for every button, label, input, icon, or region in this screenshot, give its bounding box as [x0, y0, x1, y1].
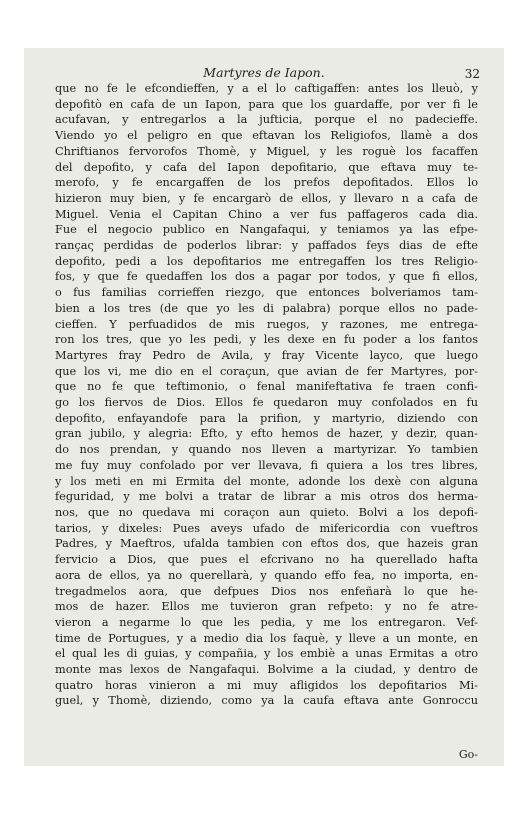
text-line: ron los tres, que yo les pedi, y les dexe en fu poder a los fantos [55, 333, 478, 347]
text-line: do nos prendan, y quando nos lleven a martyrizar. Yo tambien [55, 443, 478, 457]
text-line: Fue el negocio publico en Nangafaqui, y teniamos ya las efpe- [55, 223, 478, 237]
text-line: Chriftianos fervorofos Thomè, y Miguel, y les roguè los facaffen [55, 144, 478, 158]
text-line: depofito, enfayandofe para la prifion, y martyrio, diziendo con [55, 411, 478, 425]
text-line: y los meti en mi Ermita del monte, adonde los dexè con alguna [55, 474, 478, 488]
text-line: Padres, y Maeftros, ufalda tambien con eftos dos, que hazeis gran [55, 537, 478, 551]
text-line: guel, y Thomè, diziendo, como ya la caufa eftava ante Gonroccu [55, 694, 478, 708]
text-line: Martyres fray Pedro de Avila, y fray Vicente layco, que luego [55, 348, 478, 362]
body-text [55, 81, 478, 709]
text-line: gran jubilo, y alegria: Efto, y efto hemos de hazer, y dezir, quan- [55, 427, 478, 441]
text-line: aora de ellos, ya no querellarà, y quando effo fea, no importa, en- [55, 568, 478, 582]
text-line: me fuy muy confolado por ver llevava, fi quiera a los tres libres, [55, 458, 478, 472]
text-line: bien a los tres (de que yo les di palabra) porque ellos no pade- [55, 301, 478, 315]
book-page [24, 48, 504, 766]
text-line: Viendo yo el peligro en que eftavan los Religiofos, llamè a dos [55, 129, 478, 143]
text-line: quatro horas vinieron a mi muy afligidos los depofitarios Mi- [55, 678, 478, 692]
text-line: time de Portugues, y a medio dia los faquè, y lleve a un monte, en [55, 631, 478, 645]
text-line: acufavan, y entregarlos a la jufticia, porque el no padecieffe. [55, 113, 478, 127]
page-number: 32 [464, 67, 480, 81]
running-title: Martyres de Iapon. [203, 65, 325, 80]
text-line: depofitò en cafa de un Iapon, para que los guardaffe, por ver fi le [55, 97, 478, 111]
text-line: cieffen. Y perfuadidos de mis ruegos, y razones, me entrega- [55, 317, 478, 331]
text-line: que no fe que teftimonio, o fenal manifeftativa fe traen confi- [55, 380, 478, 394]
text-line: monte mas lexos de Nangafaqui. Bolvime a la ciudad, y dentro de [55, 663, 478, 677]
text-line: vieron a negarme lo que les pedia, y me los entregaron. Vef- [55, 615, 478, 629]
text-line: que no fe le efcondieffen, y a el lo caftigaffen: antes los lleuò, y [55, 82, 478, 95]
text-line: nos, que no quedava mi coraçon aun quieto. Bolvi a los depofi- [55, 505, 478, 519]
text-line: o fus familias corrieffen riezgo, que entonces bolveriamos tam- [55, 286, 478, 300]
text-line: hizieron muy bien, y fe encargarò de ellos, y llevaro n a cafa de [55, 191, 478, 205]
text-line: Miguel. Venia el Capitan Chino a ver fus paffageros cada dia. [55, 207, 478, 221]
text-line: fervicio a Dios, que pues el efcrivano no ha querellado hafta [55, 553, 478, 567]
text-line: tarios, y dixeles: Pues aveys ufado de mifericordia con vueftros [55, 521, 478, 535]
text-line: que los vi, me dio en el coraçun, que avian de fer Martyres, por- [55, 364, 478, 378]
text-line: feguridad, y me bolvi a tratar de librar a mis otros dos herma- [55, 490, 478, 504]
text-line: mos de hazer. Ellos me tuvieron gran refpeto: y no fe atre- [55, 600, 478, 614]
text-line: del depofito, y cafa del Iapon depofitario, que eftava muy te- [55, 160, 478, 174]
text-line: merofo, y fe encargaffen de los prefos depofitados. Ellos lo [55, 176, 478, 190]
text-line: tregadmelos aora, que defpues Dios nos enfeñarà lo que he- [55, 584, 478, 598]
text-line: fos, y que fe quedaffen los dos a pagar por todos, y que fi ellos, [55, 270, 478, 284]
page-header [24, 65, 504, 81]
text-line: el qual les di guias, y compañia, y los embiè a unas Ermitas a otro [55, 647, 478, 661]
text-line: go los fiervos de Dios. Ellos fe quedaron muy confolados en fu [55, 396, 478, 410]
catchword: Go- [458, 748, 478, 761]
text-line: depofito, pedi a los depofitarios me entregaffen los tres Religio- [55, 254, 478, 268]
text-line: rançaς perdidas de poderlos librar: y paffados feys dias de efte [55, 239, 478, 253]
